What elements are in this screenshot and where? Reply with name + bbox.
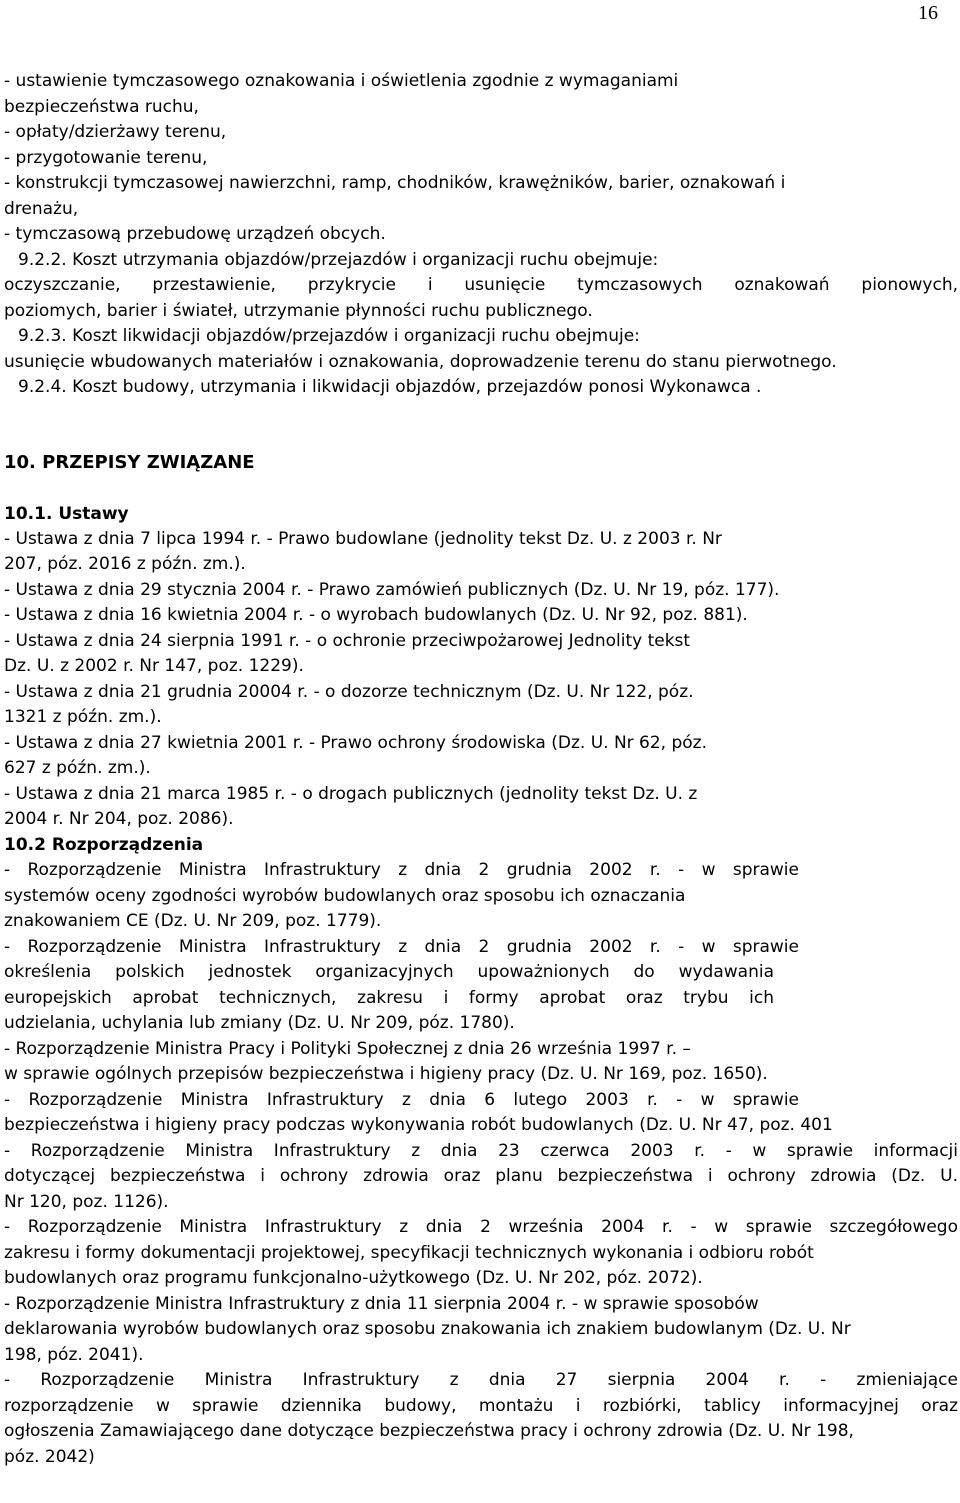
section-9-2-2 (4, 248, 958, 325)
list-item: - Ustawa z dnia 7 lipca 1994 r. - Prawo budowlane (jednolity tekst Dz. U. z 2003 r. Nr (4, 528, 722, 549)
list-item: rozporządzenie w sprawie dziennika budowy, montażu i rozbiórki, tablicy informacyjnej oraz (4, 1395, 958, 1416)
list-item: - Rozporządzenie Ministra Infrastruktury z dnia 27 sierpnia 2004 r. - zmieniające (4, 1370, 958, 1390)
ustawy-list (4, 527, 958, 833)
page-number: 16 (918, 2, 938, 24)
list-item: - Ustawa z dnia 27 kwietnia 2001 r. - Prawo ochrony środowiska (Dz. U. Nr 62, póz. (4, 732, 708, 753)
list-item: - tymczasową przebudowę urządzeń obcych. (4, 224, 386, 244)
list-item: - Ustawa z dnia 21 grudnia 20004 r. - o dozorze technicznym (Dz. U. Nr 122, póz. (4, 681, 694, 702)
list-item: - Rozporządzenie Ministra Infrastruktury z dnia 2 grudnia 2002 r. - w sprawie (4, 860, 799, 880)
cost-items-list (4, 69, 958, 248)
list-item: udzielania, uchylania lub zmiany (Dz. U. Nr 209, póz. 1780). (4, 1013, 515, 1033)
list-item: - przygotowanie terenu, (4, 147, 208, 168)
list-item: w sprawie ogólnych przepisów bezpieczeństwa i higieny pracy (Dz. U. Nr 169, poz. 1650). (4, 1064, 768, 1084)
paragraph-line: 9.2.2. Koszt utrzymania objazdów/przejazdów i organizacji ruchu obejmuje: (18, 249, 659, 270)
section-9-2-4: 9.2.4. Koszt budowy, utrzymania i likwidacji objazdów, przejazdów ponosi Wykonawca . (18, 377, 762, 397)
heading-10-2-number: 10.2 (4, 834, 46, 855)
list-item: 2004 r. Nr 204, poz. 2086). (4, 809, 234, 829)
list-item: - Rozporządzenie Ministra Pracy i Polityki Społecznej z dnia 26 września 1997 r. – (4, 1038, 691, 1059)
paragraph-line: poziomych, barier i świateł, utrzymanie płynności ruchu publicznego. (4, 300, 593, 321)
list-item: - Ustawa z dnia 29 stycznia 2004 r. - Prawo zamówień publicznych (Dz. U. Nr 19, póz. 177). (4, 579, 780, 600)
heading-10-2-text: Rozporządzenia (45, 834, 204, 855)
list-item: systemów oceny zgodności wyrobów budowlanych oraz sposobu ich oznaczania (4, 885, 686, 906)
document-body (4, 69, 958, 1470)
list-item: 627 z późn. zm.). (4, 758, 151, 778)
list-item: dotyczącej bezpieczeństwa i ochrony zdrowia oraz planu bezpieczeństwa i ochrony zdrowia (Dz. U. (4, 1166, 958, 1186)
heading-10: 10. PRZEPISY ZWIĄZANE (4, 451, 255, 473)
list-item: znakowaniem CE (Dz. U. Nr 209, poz. 1779). (4, 911, 382, 931)
list-item: - Ustawa z dnia 24 sierpnia 1991 r. - o ochronie przeciwpożarowej Jednolity tekst (4, 630, 691, 651)
list-item: drenażu, (4, 198, 79, 219)
list-item: europejskich aprobat technicznych, zakresu i formy aprobat oraz trybu ich (4, 987, 774, 1008)
list-item: - opłaty/dzierżawy terenu, (4, 122, 227, 142)
heading-10-1: 10.1. Ustawy (4, 503, 129, 524)
list-item: ogłoszenia Zamawiającego dane dotyczące bezpieczeństwa pracy i ochrony zdrowia (Dz. U. Nr 198, (4, 1421, 854, 1441)
list-item: Nr 120, poz. 1126). (4, 1191, 169, 1212)
list-item: 1321 z późn. zm.). (4, 707, 162, 727)
list-item: - Ustawa z dnia 16 kwietnia 2004 r. - o wyrobach budowlanych (Dz. U. Nr 92, poz. 881). (4, 605, 748, 625)
list-item: określenia polskich jednostek organizacyjnych upoważnionych do wydawania (4, 962, 774, 982)
paragraph-line: 9.2.3. Koszt likwidacji objazdów/przejazdów i organizacji ruchu obejmuje: (18, 326, 640, 346)
list-item: - Ustawa z dnia 21 marca 1985 r. - o drogach publicznych (jednolity tekst Dz. U. z (4, 783, 698, 804)
list-item: Dz. U. z 2002 r. Nr 147, poz. 1229). (4, 656, 304, 676)
list-item: - Rozporządzenie Ministra Infrastruktury z dnia 2 września 2004 r. - w sprawie szczegółowego (4, 1217, 958, 1237)
list-item: 198, póz. 2041). (4, 1344, 144, 1365)
list-item: - Rozporządzenie Ministra Infrastruktury z dnia 2 grudnia 2002 r. - w sprawie (4, 936, 799, 957)
list-item: 207, póz. 2016 z późn. zm.). (4, 554, 246, 574)
list-item: - ustawienie tymczasowego oznakowania i oświetlenia zgodnie z wymaganiami (4, 71, 679, 91)
list-item: bezpieczeństwa ruchu, (4, 96, 199, 117)
heading-10-2 (4, 833, 958, 859)
section-9-2-3 (4, 324, 958, 375)
list-item: - Rozporządzenie Ministra Infrastruktury z dnia 23 czerwca 2003 r. - w sprawie informacji (4, 1140, 958, 1161)
list-item: budowlanych oraz programu funkcjonalno-użytkowego (Dz. U. Nr 202, póz. 2072). (4, 1268, 703, 1288)
list-item: deklarowania wyrobów budowlanych oraz sposobu znakowania ich znakiem budowlanym (Dz. U. Nr (4, 1319, 851, 1339)
list-item: - Rozporządzenie Ministra Infrastruktury z dnia 11 sierpnia 2004 r. - w sprawie sposobów (4, 1293, 759, 1314)
list-item: - konstrukcji tymczasowej nawierzchni, ramp, chodników, krawężników, barier, oznakowań i (4, 173, 786, 193)
paragraph-line: usunięcie wbudowanych materiałów i oznakowania, doprowadzenie terenu do stanu pierwotnego. (4, 351, 837, 372)
list-item: zakresu i formy dokumentacji projektowej, specyfikacji technicznych wykonania i odbioru robót (4, 1242, 814, 1263)
list-item: - Rozporządzenie Ministra Infrastruktury z dnia 6 lutego 2003 r. - w sprawie (4, 1089, 799, 1110)
list-item: bezpieczeństwa i higieny pracy podczas wykonywania robót budowlanych (Dz. U. Nr 47, poz. 401 (4, 1115, 833, 1135)
rozporzadzenia-list (4, 858, 958, 1470)
paragraph-line: oczyszczanie, przestawienie, przykrycie i usunięcie tymczasowych oznakowań pionowych, (4, 275, 958, 295)
list-item: póz. 2042) (4, 1446, 95, 1467)
